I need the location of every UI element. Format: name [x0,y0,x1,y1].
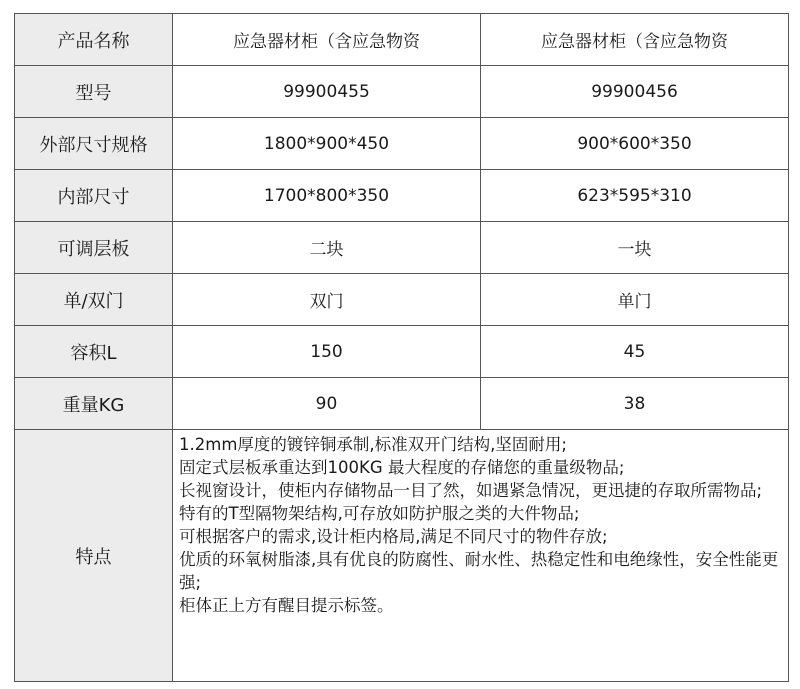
feature-line: 固定式层板承重达到100KG 最大程度的存储您的重量级物品; [179,458,625,477]
row-value-b-cell: 45 [481,326,789,378]
row-value-a-cell: 150 [173,326,481,378]
row-value-a-cell: 1700*800*350 [173,170,481,222]
feature-line: 柜体正上方有醒目提示标签。 [179,596,394,615]
row-value-b-cell: 99900456 [481,66,789,118]
row-value-a-cell: 99900455 [173,66,481,118]
table-row-internal-size [15,170,789,222]
row-value-a-cell: 二块 [173,222,481,274]
row-label-cell: 可调层板 [15,222,173,274]
table-row-volume [15,326,789,378]
row-label-cell: 内部尺寸 [15,170,173,222]
row-value-b-cell: 623*595*310 [481,170,789,222]
table-row-model [15,66,789,118]
table-row-external-size [15,118,789,170]
feature-line: 特有的T型隔物架结构,可存放如防护服之类的大件物品; [179,504,580,523]
table-header-row [15,14,789,66]
row-value-a-cell: 1800*900*450 [173,118,481,170]
header-product-a-cell: 应急器材柜（含应急物资 [173,14,481,66]
row-value-b-cell: 900*600*350 [481,118,789,170]
feature-line: 可根据客户的需求,设计柜内格局,满足不同尺寸的物件存放; [179,527,608,546]
features-label-cell: 特点 [15,430,173,682]
row-label-cell: 单/双门 [15,274,173,326]
table-row-weight [15,378,789,430]
header-product-b-cell: 应急器材柜（含应急物资 [481,14,789,66]
table-row-shelves [15,222,789,274]
row-label-cell: 外部尺寸规格 [15,118,173,170]
row-label-cell: 重量KG [15,378,173,430]
row-value-b-cell: 一块 [481,222,789,274]
feature-line: 优质的环氧树脂漆,具有优良的防腐性、耐水性、热稳定性和电绝缘性，安全性能更强; [179,550,779,592]
table-row-doors [15,274,789,326]
table-row-features [15,430,789,682]
header-label-cell: 产品名称 [15,14,173,66]
row-value-a-cell: 90 [173,378,481,430]
row-value-a-cell: 双门 [173,274,481,326]
row-value-b-cell: 单门 [481,274,789,326]
feature-line: 1.2mm厚度的镀锌铜承制,标准双开门结构,坚固耐用; [179,435,567,454]
features-text-cell [173,430,789,682]
row-value-b-cell: 38 [481,378,789,430]
product-spec-table [14,13,789,682]
row-label-cell: 型号 [15,66,173,118]
row-label-cell: 容积L [15,326,173,378]
feature-line: 长视窗设计，使柜内存储物品一目了然，如遇紧急情况，更迅捷的存取所需物品; [179,481,763,500]
